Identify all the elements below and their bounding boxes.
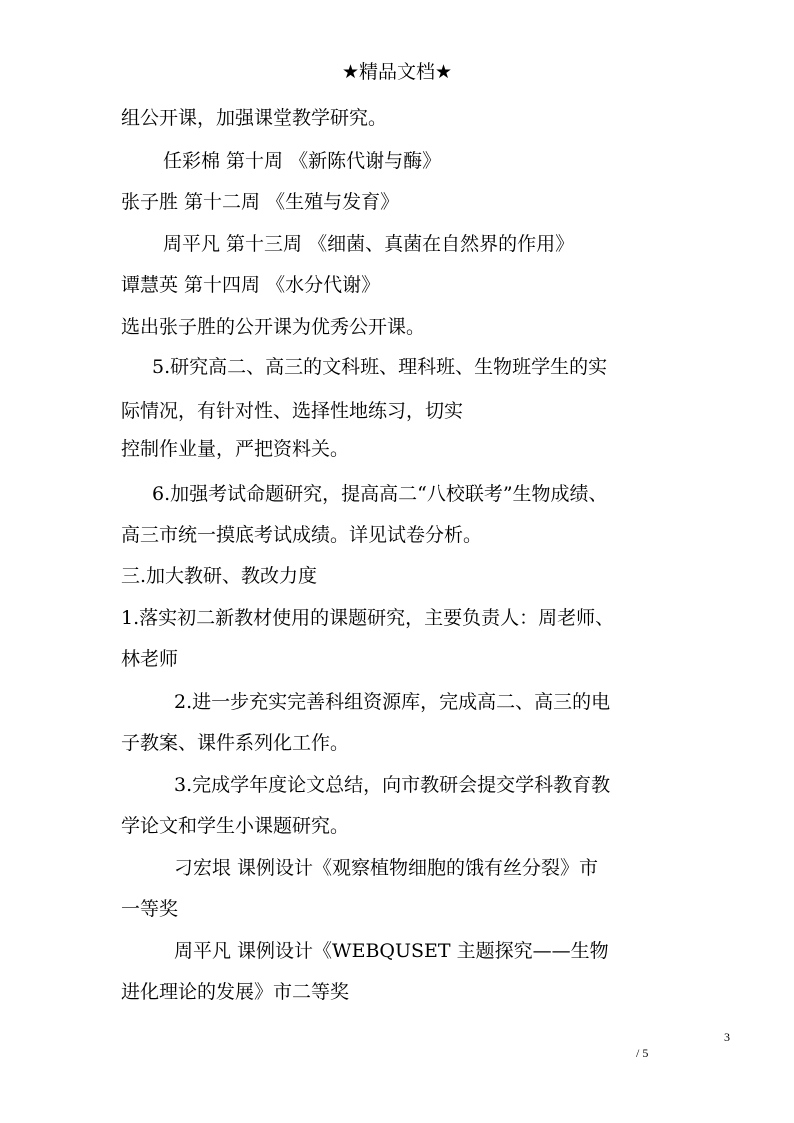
text-line: 张子胜 第十二周 《生殖与发育》 xyxy=(121,191,400,213)
text-line: 控制作业量，严把资料关。 xyxy=(121,438,350,460)
text-line: 高三市统一摸底考试成绩。详见试卷分析。 xyxy=(121,524,483,546)
text-line: 选出张子胜的公开课为优秀公开课。 xyxy=(121,316,426,338)
section-heading: 三.加大教研、教改力度 xyxy=(121,565,318,587)
document-header-title: ★精品文档★ xyxy=(341,61,453,83)
page-number: 3 xyxy=(724,1030,730,1044)
text-line: 周平凡 课例设计《WEBQUSET 主题探究——生物 xyxy=(174,940,609,962)
text-line: 进化理论的发展》市二等奖 xyxy=(121,981,350,1003)
text-line: 际情况，有针对性、选择性地练习，切实 xyxy=(121,400,464,422)
text-line: 一等奖 xyxy=(121,898,179,920)
text-line: 周平凡 第十三周 《细菌、真菌在自然界的作用》 xyxy=(163,233,575,255)
text-line: 刁宏垠 课例设计《观察植物细胞的饿有丝分裂》市 xyxy=(174,857,599,879)
text-line: 任彩棉 第十周 《新陈代谢与酶》 xyxy=(163,150,442,172)
text-line: 组公开课，加强课堂教学研究。 xyxy=(121,107,388,129)
text-line: 3.完成学年度论文总结，向市教研会提交学科教育教 xyxy=(174,774,611,796)
text-line: 2.进一步充实完善科组资源库，完成高二、高三的电 xyxy=(174,691,611,713)
page-total: / 5 xyxy=(636,1046,649,1060)
text-line: 谭慧英 第十四周 《水分代谢》 xyxy=(121,274,381,296)
text-line: 1.落实初二新教材使用的课题研究，主要负责人：周老师、 xyxy=(121,607,615,629)
text-line: 子教案、课件系列化工作。 xyxy=(121,732,350,754)
text-line: 学论文和学生小课题研究。 xyxy=(121,815,350,837)
text-line: 林老师 xyxy=(121,648,179,670)
text-line: 5.研究高二、高三的文科班、理科班、生物班学生的实 xyxy=(152,356,608,378)
text-line: 6.加强考试命题研究，提高高二“八校联考”生物成绩、 xyxy=(152,483,608,505)
